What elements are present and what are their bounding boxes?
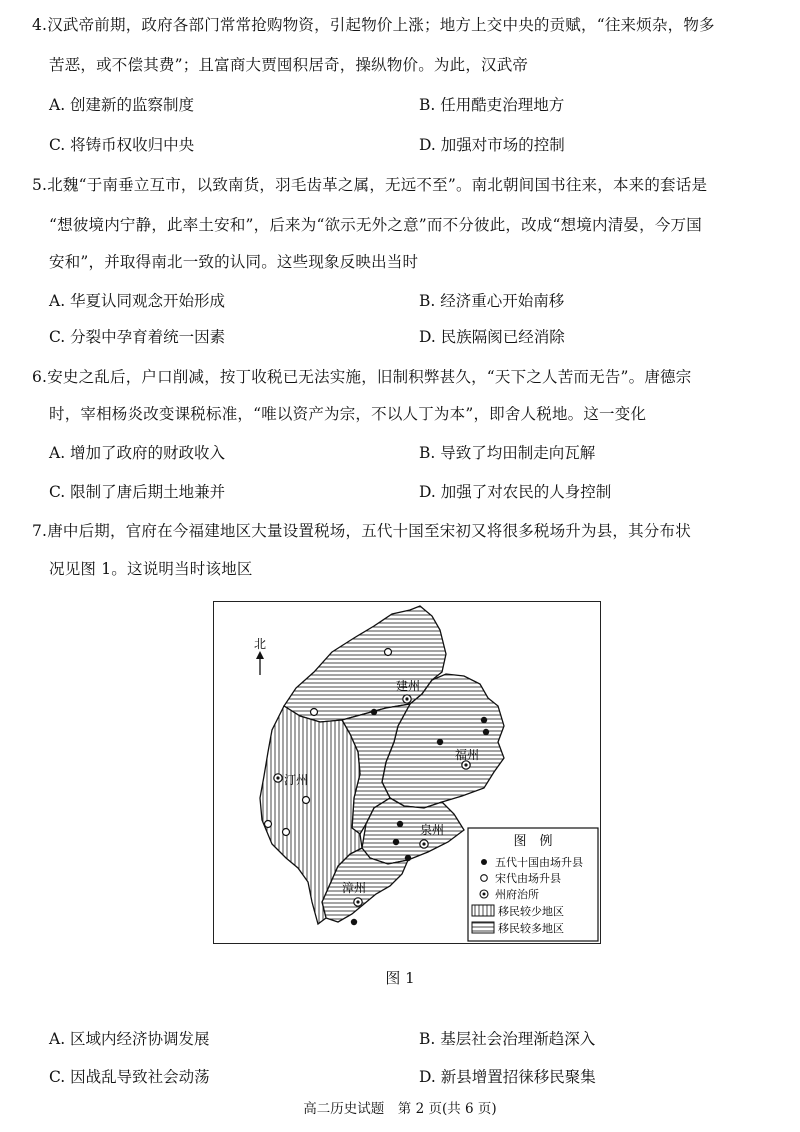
q7-option-c[interactable]: C. 因战乱导致社会动荡 — [49, 1068, 210, 1086]
marker-hollow — [265, 821, 272, 828]
place-label-tingzhou: 汀州 — [284, 773, 309, 787]
legend-item-low-migration: 移民较少地区 — [498, 905, 564, 918]
legend-item-seat: 州府治所 — [495, 888, 539, 901]
marker-filled — [405, 855, 411, 861]
q5-option-a[interactable]: A. 华夏认同观念开始形成 — [49, 292, 226, 310]
place-label-fuzhou: 福州 — [455, 748, 480, 762]
q5-stem-line-1: 5.北魏“于南垂立互市，以致南货，羽毛齿革之属，无远不至”。南北朝间国书往来，本来的套话是 — [32, 176, 708, 194]
legend-high-migration-swatch — [472, 922, 494, 933]
place-label-quanzhou: 泉州 — [420, 823, 445, 837]
marker-filled — [483, 729, 489, 735]
legend-item-wudai: 五代十国由场升县 — [495, 856, 583, 869]
q4-option-a[interactable]: A. 创建新的监察制度 — [49, 96, 195, 114]
legend-filled-dot-icon — [481, 859, 487, 865]
q4-option-c[interactable]: C. 将铸币权收归中央 — [49, 136, 195, 154]
q7-stem-line-2: 况见图 1。这说明当时该地区 — [49, 560, 253, 578]
q6-option-c[interactable]: C. 限制了唐后期土地兼并 — [49, 483, 226, 501]
q5-option-b[interactable]: B. 经济重心开始南移 — [419, 292, 565, 310]
q7-option-a[interactable]: A. 区域内经济协调发展 — [49, 1030, 210, 1048]
fujian-map — [214, 602, 600, 943]
page-footer: 高二历史试题 第 2 页(共 6 页) — [303, 1101, 497, 1117]
marker-filled — [351, 919, 357, 925]
q5-stem-line-3: 安和”，并取得南北一致的认同。这些现象反映出当时 — [49, 253, 419, 271]
legend-hollow-dot-icon — [481, 875, 488, 882]
q5-stem-line-2: “想彼境内宁静，此率土安和”，后来为“欲示无外之意”而不分彼此，改成“想境内清晏，今万国 — [49, 216, 702, 234]
legend-low-migration-swatch — [472, 905, 494, 916]
marker-filled — [393, 839, 399, 845]
q4-option-d[interactable]: D. 加强对市场的控制 — [419, 136, 565, 154]
north-arrow-head-icon — [256, 651, 264, 659]
q7-option-d[interactable]: D. 新县增置招徕移民聚集 — [419, 1068, 596, 1086]
marker-hollow — [311, 709, 318, 716]
q6-option-a[interactable]: A. 增加了政府的财政收入 — [49, 444, 226, 462]
marker-hollow — [303, 797, 310, 804]
q7-stem-line-1: 7.唐中后期，官府在今福建地区大量设置税场，五代十国至宋初又将很多税场升为县，其分布状 — [32, 522, 691, 540]
marker-filled — [437, 739, 443, 745]
place-label-jianzhou: 建州 — [396, 679, 421, 693]
q4-option-b[interactable]: B. 任用酷吏治理地方 — [419, 96, 565, 114]
q5-option-c[interactable]: C. 分裂中孕育着统一因素 — [49, 328, 226, 346]
marker-filled — [371, 709, 377, 715]
marker-filled — [397, 821, 403, 827]
figure-caption: 图 1 — [385, 969, 415, 987]
marker-hollow — [385, 649, 392, 656]
legend-title: 图 例 — [513, 834, 553, 849]
marker-hollow — [283, 829, 290, 836]
north-label: 北 — [253, 637, 267, 651]
q7-option-b[interactable]: B. 基层社会治理渐趋深入 — [419, 1030, 596, 1048]
legend-item-high-migration: 移民较多地区 — [498, 922, 564, 935]
q4-stem-line-1: 4.汉武帝前期，政府各部门常常抢购物资，引起物价上涨；地方上交中央的贡赋，“往来烦杂，物多 — [32, 16, 715, 34]
q6-option-d[interactable]: D. 加强了对农民的人身控制 — [419, 483, 612, 501]
q4-stem-line-2: 苦恶，或不偿其费”；且富商大贾囤积居奇，操纵物价。为此，汉武帝 — [49, 56, 529, 74]
fujian-map-figure — [213, 601, 601, 944]
q6-stem-line-1: 6.安史之乱后，户口削减，按丁收税已无法实施，旧制积弊甚久，“天下之人苦而无告”。唐德宗 — [32, 368, 692, 386]
legend-item-song: 宋代由场升县 — [495, 872, 561, 885]
marker-filled — [481, 717, 487, 723]
q6-option-b[interactable]: B. 导致了均田制走向瓦解 — [419, 444, 596, 462]
place-label-zhangzhou: 漳州 — [342, 881, 367, 895]
map-legend — [468, 828, 598, 941]
region-quanzhou — [362, 798, 464, 864]
q6-stem-line-2: 时，宰相杨炎改变课税标准，“唯以资产为宗，不以人丁为本”，即舍人税地。这一变化 — [49, 405, 647, 423]
q5-option-d[interactable]: D. 民族隔阂已经消除 — [419, 328, 565, 346]
